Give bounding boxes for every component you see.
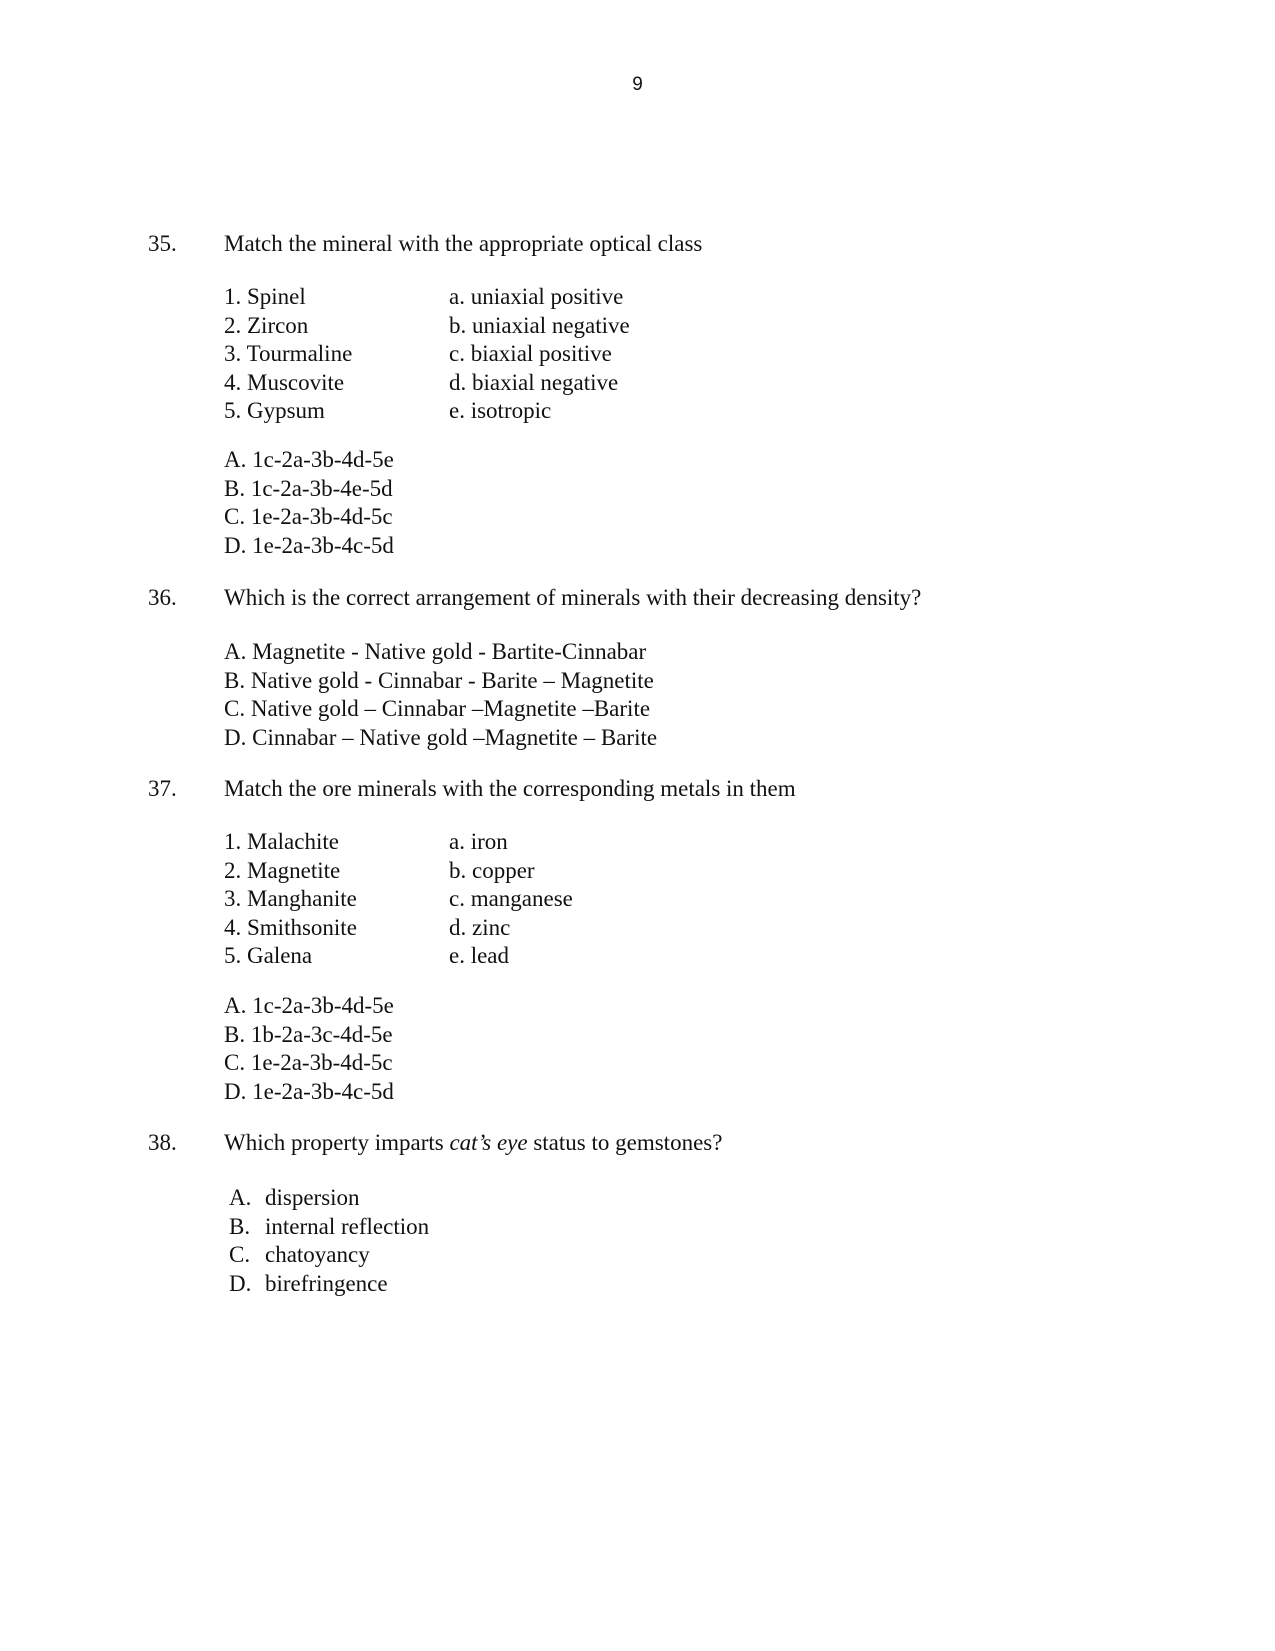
question-number: 38. (148, 1130, 177, 1155)
mineral-column (224, 283, 352, 426)
list-item: 1. Spinel (224, 284, 306, 309)
metal-column (449, 828, 573, 971)
question-text: Match the ore minerals with the corresponding metals in them (224, 776, 796, 801)
answer-option (229, 1184, 429, 1213)
list-item: 3. Tourmaline (224, 341, 353, 367)
answer-option: A. Magnetite - Native gold - Bartite-Cinnabar (224, 639, 647, 664)
answer-options (229, 1184, 429, 1298)
question-number: 37. (148, 776, 177, 801)
answer-options (224, 992, 394, 1106)
answer-option: C. Native gold – Cinnabar –Magnetite –Barite (224, 696, 651, 722)
answer-option: B. 1b-2a-3c-4d-5e (224, 1021, 393, 1047)
answer-option: D. Cinnabar – Native gold –Magnetite – Barite (224, 724, 658, 750)
answer-option: C. 1e-2a-3b-4d-5c (224, 504, 393, 530)
option-letter: D. (229, 1270, 252, 1296)
option-text: chatoyancy (265, 1242, 370, 1268)
answer-option: D. 1e-2a-3b-4c-5d (224, 1078, 394, 1104)
question-text (224, 1128, 722, 1157)
option-text: internal reflection (265, 1213, 430, 1239)
list-item: a. uniaxial positive (449, 284, 624, 309)
list-item: c. manganese (449, 886, 573, 912)
ore-mineral-column (224, 828, 357, 971)
page-number: 9 (632, 74, 643, 95)
answer-option: A. 1c-2a-3b-4d-5e (224, 993, 394, 1018)
list-item: c. biaxial positive (449, 341, 612, 367)
answer-option (229, 1241, 429, 1270)
list-item: d. biaxial negative (449, 369, 619, 395)
option-letter: A. (229, 1185, 252, 1210)
list-item: a. iron (449, 829, 508, 854)
answer-option: D. 1e-2a-3b-4c-5d (224, 532, 394, 558)
answer-option: B. Native gold - Cinnabar - Barite – Magnetite (224, 667, 654, 693)
list-item: 3. Manghanite (224, 886, 357, 912)
option-letter: C. (229, 1242, 251, 1268)
option-text: dispersion (265, 1185, 360, 1210)
question-number: 35. (148, 231, 177, 256)
answer-option (229, 1270, 429, 1299)
answer-option (229, 1213, 429, 1242)
list-item: e. lead (449, 943, 510, 969)
list-item: 1. Malachite (224, 829, 339, 854)
question-text: Which is the correct arrangement of minerals with their decreasing density? (224, 585, 922, 610)
option-letter: B. (229, 1213, 251, 1239)
list-item: d. zinc (449, 914, 511, 940)
option-text: birefringence (265, 1270, 388, 1296)
answer-option: A. 1c-2a-3b-4d-5e (224, 447, 394, 472)
answer-option: C. 1e-2a-3b-4d-5c (224, 1050, 393, 1076)
question-text-part: Which property imparts (224, 1130, 450, 1155)
question-number: 36. (148, 585, 177, 610)
list-item: 2. Zircon (224, 312, 309, 338)
list-item: 5. Galena (224, 943, 313, 969)
question-text-emphasis: cat’s eye (449, 1130, 528, 1155)
question-text: Match the mineral with the appropriate optical class (224, 231, 703, 256)
list-item: 5. Gypsum (224, 398, 325, 424)
list-item: 2. Magnetite (224, 857, 341, 883)
list-item: b. copper (449, 857, 535, 883)
question-text-part: status to gemstones? (527, 1130, 723, 1155)
list-item: 4. Muscovite (224, 369, 345, 395)
list-item: b. uniaxial negative (449, 312, 630, 338)
list-item: 4. Smithsonite (224, 914, 357, 940)
answer-options (224, 638, 657, 752)
answer-options (224, 446, 394, 560)
list-item: e. isotropic (449, 398, 552, 424)
answer-option: B. 1c-2a-3b-4e-5d (224, 475, 393, 501)
optical-class-column (449, 283, 630, 426)
